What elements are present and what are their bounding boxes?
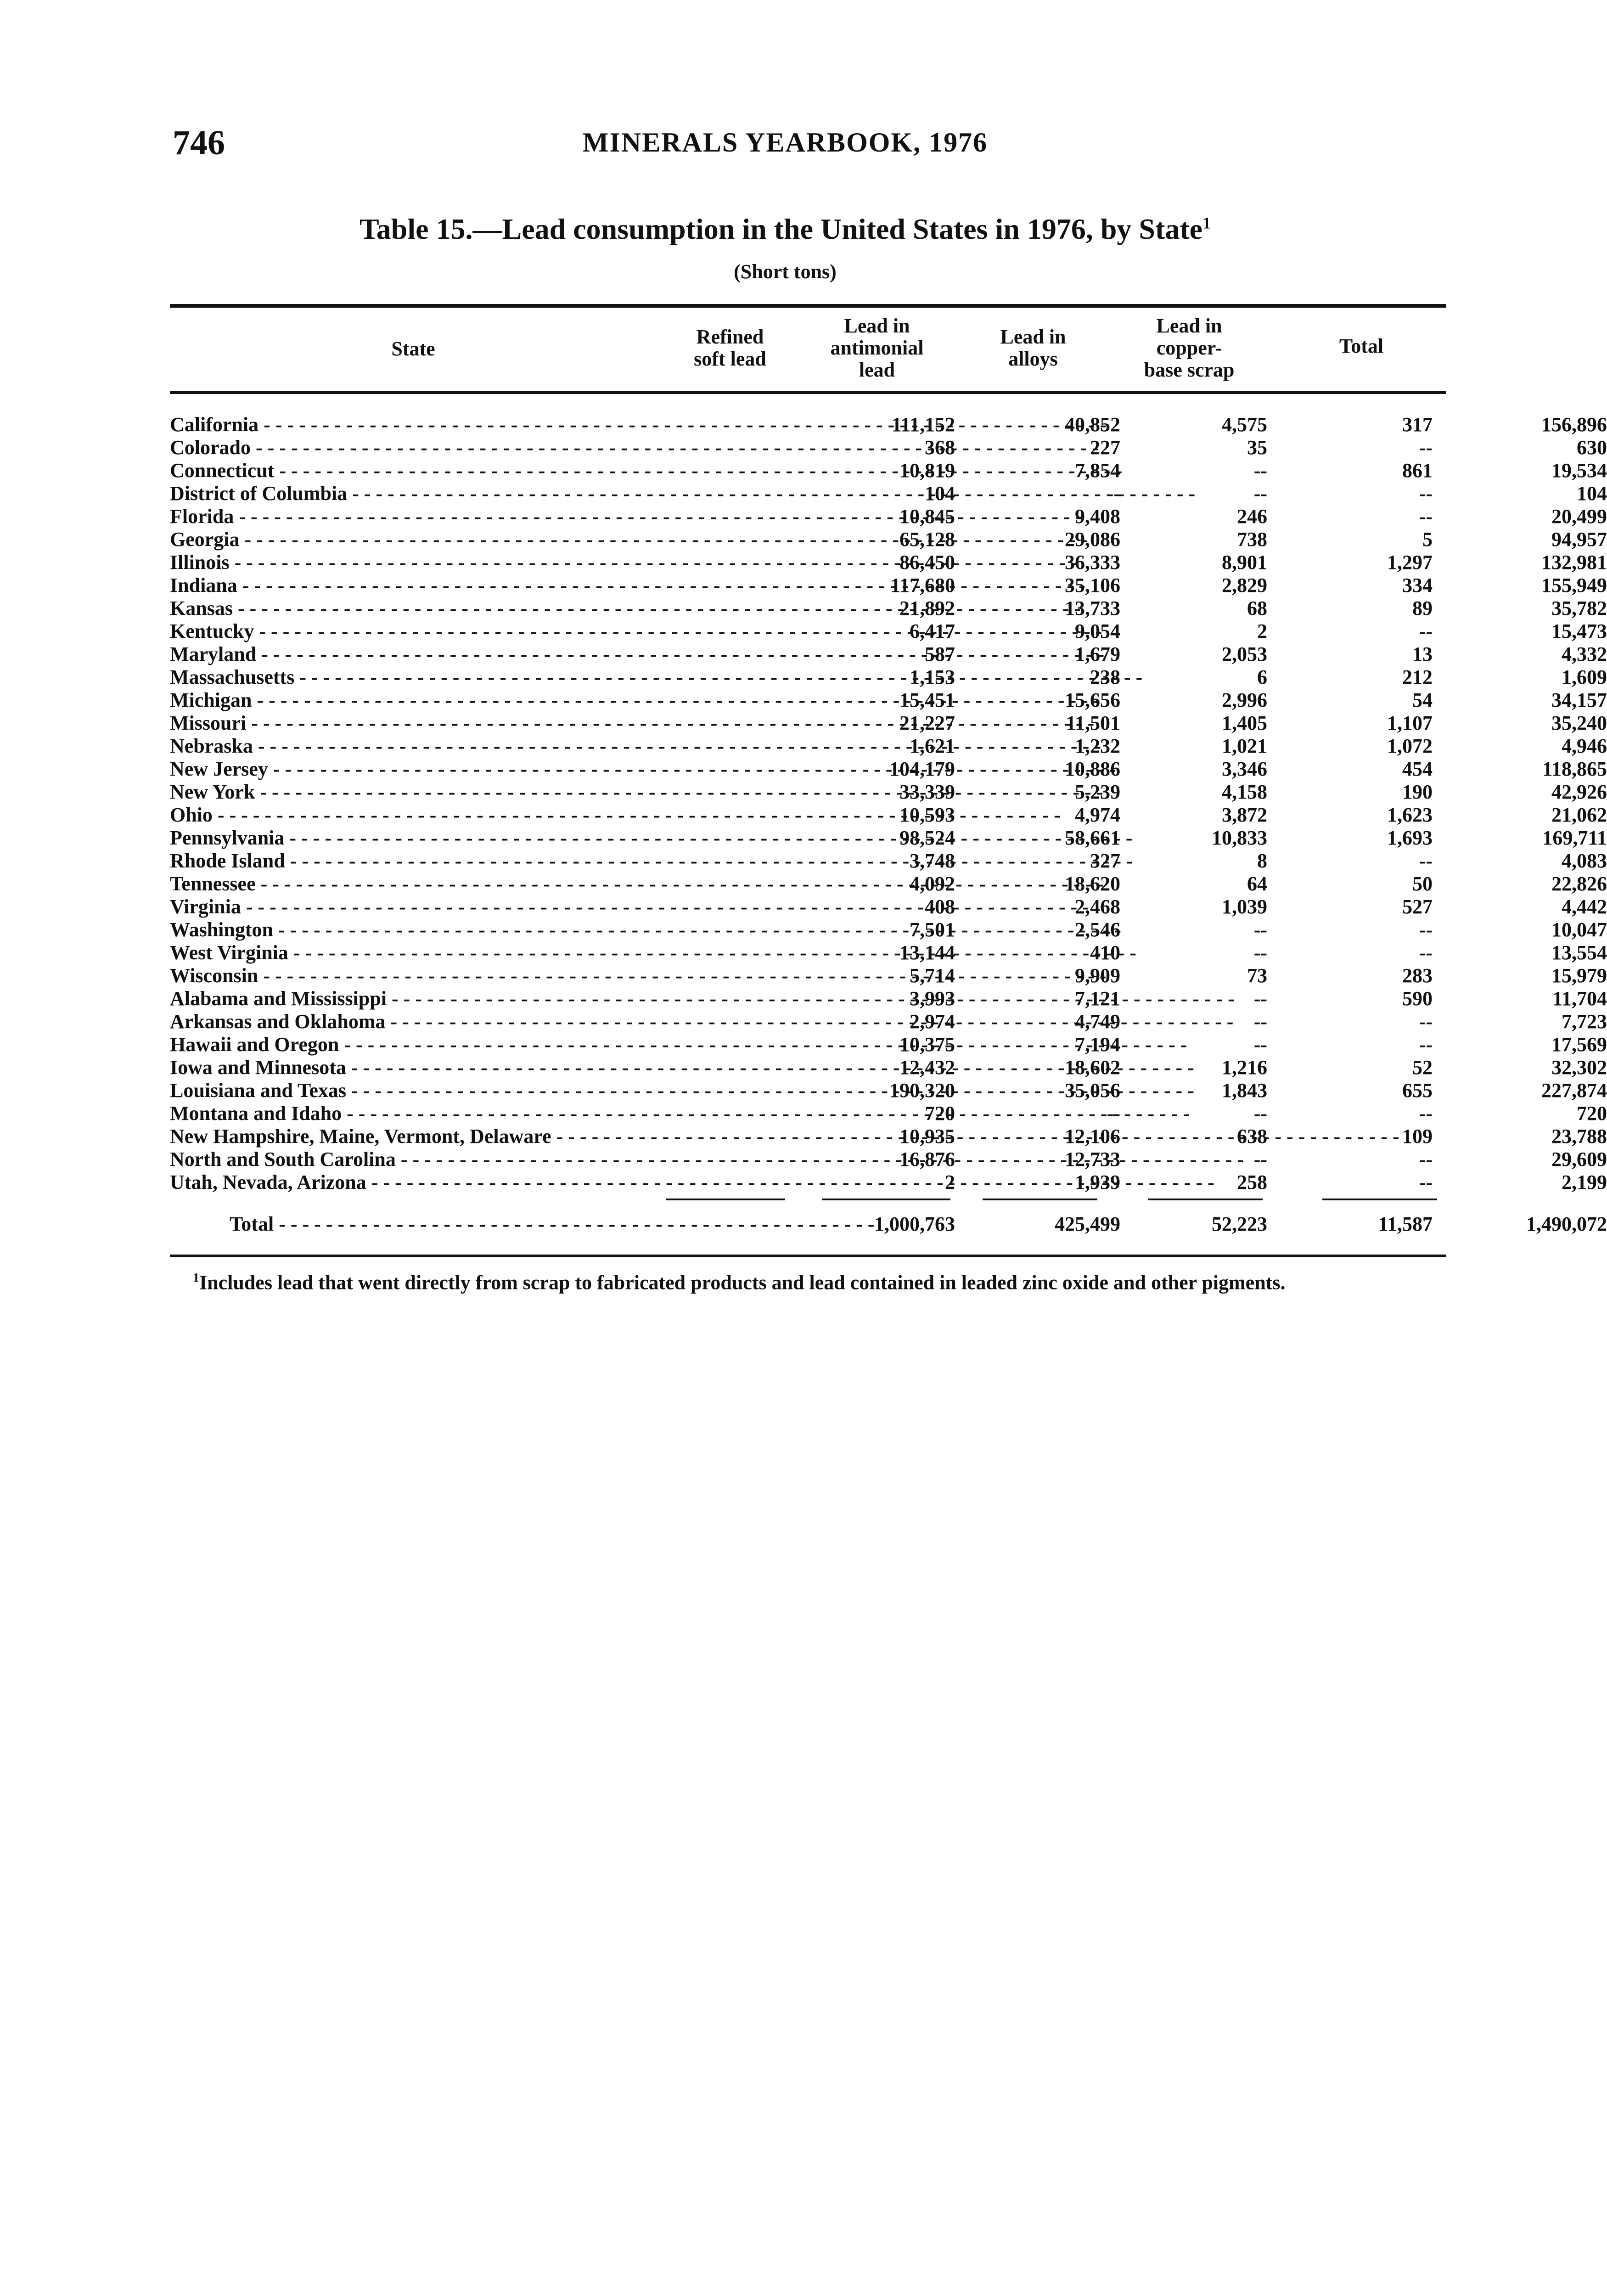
- cell-refined: 98,524: [899, 827, 955, 849]
- table-row: [170, 758, 1607, 781]
- cell-total: 23,788: [1551, 1125, 1607, 1148]
- cell-scrap: --: [1419, 918, 1433, 941]
- cell-state: Michigan - - -: [170, 689, 647, 712]
- cell-alloys: 35: [1247, 436, 1267, 459]
- cell-state: California - - -: [170, 413, 647, 436]
- cell-alloys: 1,039: [1222, 895, 1267, 918]
- cell-total: 17,569: [1551, 1033, 1607, 1056]
- cell-alloys: 8: [1257, 850, 1267, 872]
- cell-alloys: --: [1253, 1102, 1267, 1125]
- cell-alloys: 64: [1247, 872, 1267, 895]
- cell-refined: 21,892: [899, 597, 955, 619]
- cell-total: 21,062: [1551, 804, 1607, 826]
- table-title-footnote-mark: 1: [1202, 214, 1211, 232]
- subtotal-rule-refined: [666, 1199, 785, 1200]
- cell-state: Utah, Nevada, Arizona - - -: [170, 1171, 647, 1194]
- cell-scrap: 54: [1412, 689, 1433, 711]
- cell-total: 227,874: [1541, 1079, 1607, 1102]
- cell-total: 22,826: [1551, 872, 1607, 895]
- cell-antimonial: 35,056: [1065, 1079, 1120, 1102]
- cell-antimonial: 1,232: [1075, 735, 1120, 757]
- cell-total: 19,534: [1551, 459, 1607, 482]
- cell-state: Connecticut - - -: [170, 459, 647, 482]
- header-state: State: [391, 338, 435, 360]
- cell-total: 132,981: [1541, 551, 1607, 574]
- table-body: [170, 413, 1607, 1194]
- cell-alloys: --: [1253, 1148, 1267, 1171]
- cell-antimonial: 7,194: [1075, 1033, 1120, 1056]
- cell-state: Washington - - -: [170, 918, 647, 941]
- cell-refined: 3,748: [910, 850, 955, 872]
- cell-scrap: 1,297: [1387, 551, 1433, 574]
- cell-state: Nebraska - - -: [170, 735, 647, 758]
- page-number: 746: [173, 124, 225, 162]
- cell-refined: 21,227: [899, 712, 955, 734]
- cell-antimonial: 9,909: [1075, 964, 1120, 987]
- cell-antimonial: 12,733: [1065, 1148, 1120, 1171]
- cell-total: 720: [1577, 1102, 1607, 1125]
- table-row: [170, 551, 1607, 574]
- cell-alloys: --: [1253, 918, 1267, 941]
- cell-total: 4,442: [1562, 895, 1607, 918]
- cell-alloys: --: [1253, 482, 1267, 505]
- cell-scrap: 89: [1412, 597, 1433, 619]
- header-lead-in-antimonial-lead: [808, 315, 946, 381]
- subtotal-rule-alloys: [983, 1199, 1097, 1200]
- cell-scrap: --: [1419, 941, 1433, 964]
- table-row: [170, 804, 1607, 827]
- header-total: Total: [1339, 335, 1384, 357]
- cell-scrap: 1,107: [1387, 712, 1433, 734]
- cell-refined: 10,593: [899, 804, 955, 826]
- cell-state: Georgia - - -: [170, 528, 647, 551]
- cell-antimonial: 15,656: [1065, 689, 1120, 711]
- cell-state: Florida - - -: [170, 505, 647, 528]
- cell-total: 630: [1577, 436, 1607, 459]
- subtotal-rule-total: [1322, 1199, 1437, 1200]
- cell-total: 155,949: [1541, 574, 1607, 597]
- cell-scrap: 655: [1402, 1079, 1433, 1102]
- cell-scrap: 861: [1402, 459, 1433, 482]
- total-row: [170, 1210, 1607, 1238]
- total-antimonial: 425,499: [1055, 1213, 1120, 1235]
- cell-antimonial: 18,602: [1065, 1056, 1120, 1079]
- cell-scrap: 52: [1412, 1056, 1433, 1079]
- cell-alloys: 4,158: [1222, 781, 1267, 803]
- table-row: [170, 620, 1607, 643]
- table-row: [170, 413, 1607, 436]
- header-lead-in-alloys: [969, 326, 1097, 370]
- cell-refined: 408: [925, 895, 955, 918]
- cell-total: 4,946: [1562, 735, 1607, 757]
- cell-alloys: 1,843: [1222, 1079, 1267, 1102]
- cell-alloys: --: [1253, 987, 1267, 1010]
- cell-scrap: 283: [1402, 964, 1433, 987]
- cell-scrap: 1,072: [1387, 735, 1433, 757]
- cell-alloys: --: [1253, 459, 1267, 482]
- cell-scrap: 13: [1412, 643, 1433, 665]
- cell-state: Alabama and Mississippi - - -: [170, 987, 647, 1010]
- cell-refined: 5,714: [910, 964, 955, 987]
- header-scrap-line2: copper-: [1156, 337, 1222, 359]
- cell-total: 118,865: [1542, 758, 1607, 780]
- cell-antimonial: 9,054: [1075, 620, 1120, 642]
- cell-refined: 86,450: [899, 551, 955, 574]
- header-refined-line1: Refined: [696, 326, 764, 348]
- cell-state: Indiana - - -: [170, 574, 647, 597]
- table-title: [0, 212, 1570, 246]
- cell-state: New Hampshire, Maine, Vermont, Delaware - - -: [170, 1125, 647, 1148]
- cell-antimonial: 36,333: [1065, 551, 1120, 574]
- cell-alloys: 258: [1237, 1171, 1267, 1193]
- cell-state: Kansas - - -: [170, 597, 647, 620]
- cell-alloys: 6: [1257, 666, 1267, 688]
- cell-state: Rhode Island - - -: [170, 850, 647, 872]
- subtotal-rule-antimonial: [822, 1199, 950, 1200]
- cell-antimonial: 5,239: [1075, 781, 1120, 803]
- cell-state: Massachusetts - - -: [170, 666, 647, 689]
- cell-refined: 10,375: [899, 1033, 955, 1056]
- cell-antimonial: 238: [1090, 666, 1120, 688]
- cell-refined: 10,845: [899, 505, 955, 528]
- cell-alloys: 638: [1237, 1125, 1267, 1148]
- cell-alloys: 2,829: [1222, 574, 1267, 597]
- cell-state: Tennessee - - -: [170, 872, 647, 895]
- cell-scrap: --: [1419, 1148, 1433, 1171]
- table-row: [170, 1033, 1607, 1056]
- cell-antimonial: 410: [1090, 941, 1120, 964]
- cell-antimonial: 18,620: [1065, 872, 1120, 895]
- table-units: (Short tons): [734, 260, 837, 283]
- cell-scrap: --: [1419, 850, 1433, 872]
- cell-antimonial: 9,408: [1075, 505, 1120, 528]
- table-row: [170, 781, 1607, 804]
- cell-refined: 2: [945, 1171, 955, 1193]
- cell-refined: 104,179: [889, 758, 955, 780]
- cell-alloys: 3,346: [1222, 758, 1267, 780]
- cell-state: Virginia - - -: [170, 895, 647, 918]
- cell-antimonial: 58,661: [1065, 827, 1120, 849]
- cell-antimonial: 7,854: [1075, 459, 1120, 482]
- cell-antimonial: 1,679: [1075, 643, 1120, 665]
- table-header-rule: [170, 391, 1446, 394]
- cell-scrap: --: [1419, 1010, 1433, 1033]
- header-scrap-line3: base scrap: [1144, 359, 1235, 381]
- cell-antimonial: 2,546: [1075, 918, 1120, 941]
- cell-alloys: 2: [1257, 620, 1267, 642]
- table-row: [170, 712, 1607, 735]
- cell-total: 35,240: [1551, 712, 1607, 734]
- cell-scrap: 334: [1402, 574, 1433, 597]
- cell-scrap: --: [1419, 505, 1433, 528]
- cell-scrap: --: [1419, 1033, 1433, 1056]
- total-refined: 1,000,763: [874, 1213, 955, 1235]
- cell-refined: 1,621: [910, 735, 955, 757]
- cell-state: New Jersey - - -: [170, 758, 647, 781]
- cell-scrap: 5: [1422, 528, 1433, 551]
- cell-scrap: 109: [1402, 1125, 1433, 1148]
- cell-state: Hawaii and Oregon - - -: [170, 1033, 647, 1056]
- cell-antimonial: 13,733: [1065, 597, 1120, 619]
- cell-state: North and South Carolina - - -: [170, 1148, 647, 1171]
- cell-alloys: 68: [1247, 597, 1267, 619]
- cell-antimonial: --: [1107, 1102, 1120, 1125]
- cell-total: 156,896: [1541, 413, 1607, 436]
- cell-state: Ohio - - -: [170, 804, 647, 827]
- cell-scrap: 1,693: [1387, 827, 1433, 849]
- cell-alloys: 73: [1247, 964, 1267, 987]
- cell-total: 15,473: [1551, 620, 1607, 642]
- cell-total: 10,047: [1551, 918, 1607, 941]
- table-row: [170, 666, 1607, 689]
- header-lead-in-copper-base-scrap: [1116, 315, 1263, 381]
- cell-scrap: 590: [1402, 987, 1433, 1010]
- table-row: [170, 827, 1607, 850]
- cell-alloys: 2,053: [1222, 643, 1267, 665]
- cell-antimonial: 40,852: [1065, 413, 1120, 436]
- cell-total: 4,083: [1562, 850, 1607, 872]
- table-row: [170, 1056, 1607, 1079]
- cell-state: Illinois - - -: [170, 551, 647, 574]
- header-antimonial-line2: antimonial: [830, 337, 924, 359]
- cell-total: 4,332: [1562, 643, 1607, 665]
- cell-state: Pennsylvania - - -: [170, 827, 647, 850]
- table-row: [170, 1010, 1607, 1033]
- cell-total: 35,782: [1551, 597, 1607, 619]
- cell-scrap: 50: [1412, 872, 1433, 895]
- cell-refined: 7,501: [910, 918, 955, 941]
- cell-total: 2,199: [1562, 1171, 1607, 1193]
- cell-state: District of Columbia - - -: [170, 482, 647, 505]
- table-title-text: Table 15.—Lead consumption in the United States in 1976, by State: [359, 213, 1203, 245]
- cell-scrap: 527: [1402, 895, 1433, 918]
- cell-total: 169,711: [1542, 827, 1607, 849]
- table-row: [170, 918, 1607, 941]
- cell-total: 94,957: [1551, 528, 1607, 551]
- running-head: MINERALS YEARBOOK, 1976: [582, 127, 988, 158]
- cell-refined: 368: [925, 436, 955, 459]
- table-row: [170, 987, 1607, 1010]
- header-scrap-line1: Lead in: [1156, 315, 1222, 337]
- cell-refined: 16,876: [899, 1148, 955, 1171]
- cell-refined: 10,935: [899, 1125, 955, 1148]
- cell-scrap: 1,623: [1387, 804, 1433, 826]
- cell-refined: 1,153: [910, 666, 955, 688]
- footnote-mark: 1: [193, 1271, 199, 1285]
- cell-refined: 587: [925, 643, 955, 665]
- cell-antimonial: 35,106: [1065, 574, 1120, 597]
- header-refined-line2: soft lead: [694, 348, 766, 370]
- cell-state: Kentucky - - -: [170, 620, 647, 643]
- cell-alloys: 2,996: [1222, 689, 1267, 711]
- cell-antimonial: 7,121: [1075, 987, 1120, 1010]
- cell-total: 20,499: [1551, 505, 1607, 528]
- cell-state: Arkansas and Oklahoma - - -: [170, 1010, 647, 1033]
- total-scrap: 11,587: [1378, 1213, 1433, 1235]
- cell-scrap: --: [1419, 436, 1433, 459]
- cell-total: 15,979: [1551, 964, 1607, 987]
- header-alloys-line1: Lead in: [1000, 326, 1066, 348]
- cell-total: 32,302: [1551, 1056, 1607, 1079]
- cell-total: 104: [1577, 482, 1607, 505]
- table-row: [170, 1171, 1607, 1194]
- total-total: 1,490,072: [1526, 1213, 1607, 1235]
- cell-alloys: 1,405: [1222, 712, 1267, 734]
- cell-alloys: 10,833: [1212, 827, 1267, 849]
- cell-antimonial: --: [1107, 482, 1120, 505]
- cell-refined: 6,417: [910, 620, 955, 642]
- cell-refined: 3,993: [910, 987, 955, 1010]
- cell-alloys: 1,216: [1222, 1056, 1267, 1079]
- cell-refined: 33,339: [899, 781, 955, 803]
- table-bottom-rule: [170, 1255, 1446, 1257]
- cell-antimonial: 327: [1090, 850, 1120, 872]
- cell-alloys: --: [1253, 1033, 1267, 1056]
- cell-alloys: 4,575: [1222, 413, 1267, 436]
- cell-refined: 13,144: [899, 941, 955, 964]
- cell-scrap: 317: [1402, 413, 1433, 436]
- total-label: Total - - -: [230, 1210, 647, 1238]
- cell-scrap: 212: [1402, 666, 1433, 688]
- cell-total: 42,926: [1551, 781, 1607, 803]
- table-row: [170, 459, 1607, 482]
- cell-refined: 720: [925, 1102, 955, 1125]
- table-row: [170, 735, 1607, 758]
- cell-scrap: --: [1419, 482, 1433, 505]
- table-row: [170, 1148, 1607, 1171]
- cell-state: New York - - -: [170, 781, 647, 804]
- table-row: [170, 941, 1607, 964]
- cell-refined: 10,819: [899, 459, 955, 482]
- cell-state: Iowa and Minnesota - - -: [170, 1056, 647, 1079]
- cell-antimonial: 4,974: [1075, 804, 1120, 826]
- header-alloys-line2: alloys: [1008, 348, 1058, 370]
- cell-state: Maryland - - -: [170, 643, 647, 666]
- table-row: [170, 597, 1607, 620]
- cell-antimonial: 12,106: [1065, 1125, 1120, 1148]
- cell-state: Missouri - - -: [170, 712, 647, 735]
- cell-refined: 104: [925, 482, 955, 505]
- table-row: [170, 1125, 1607, 1148]
- table-top-rule: [170, 304, 1446, 308]
- cell-refined: 111,152: [891, 413, 955, 436]
- cell-refined: 117,680: [890, 574, 955, 597]
- table-row: [170, 482, 1607, 505]
- cell-total: 29,609: [1551, 1148, 1607, 1171]
- header-antimonial-line3: lead: [859, 359, 895, 381]
- cell-alloys: --: [1253, 941, 1267, 964]
- table-row: [170, 964, 1607, 987]
- cell-total: 7,723: [1562, 1010, 1607, 1033]
- cell-state: Wisconsin - - -: [170, 964, 647, 987]
- table-row: [170, 850, 1607, 872]
- cell-state: Montana and Idaho - - -: [170, 1102, 647, 1125]
- cell-state: West Virginia - - -: [170, 941, 647, 964]
- total-alloys: 52,223: [1212, 1213, 1267, 1235]
- table-row: [170, 643, 1607, 666]
- header-antimonial-line1: Lead in: [844, 315, 910, 337]
- table-row: [170, 895, 1607, 918]
- cell-scrap: --: [1419, 1102, 1433, 1125]
- table-row: [170, 1079, 1607, 1102]
- cell-total: 34,157: [1551, 689, 1607, 711]
- cell-scrap: --: [1419, 1171, 1433, 1193]
- cell-antimonial: 227: [1090, 436, 1120, 459]
- cell-alloys: 738: [1237, 528, 1267, 551]
- cell-refined: 15,451: [899, 689, 955, 711]
- cell-alloys: --: [1253, 1010, 1267, 1033]
- cell-antimonial: 1,939: [1075, 1171, 1120, 1193]
- cell-alloys: 3,872: [1222, 804, 1267, 826]
- cell-alloys: 8,901: [1222, 551, 1267, 574]
- cell-antimonial: 2,468: [1075, 895, 1120, 918]
- cell-total: 11,704: [1552, 987, 1607, 1010]
- cell-state: Louisiana and Texas - - -: [170, 1079, 647, 1102]
- header-refined-soft-lead: [666, 326, 794, 370]
- table-row: [170, 872, 1607, 895]
- table-row: [170, 689, 1607, 712]
- cell-refined: 4,092: [910, 872, 955, 895]
- cell-antimonial: 4,749: [1075, 1010, 1120, 1033]
- cell-state: Colorado - - -: [170, 436, 647, 459]
- cell-total: 13,554: [1551, 941, 1607, 964]
- table-row: [170, 436, 1607, 459]
- table-row: [170, 1102, 1607, 1125]
- cell-refined: 190,320: [889, 1079, 955, 1102]
- cell-alloys: 246: [1237, 505, 1267, 528]
- cell-scrap: --: [1419, 620, 1433, 642]
- cell-antimonial: 10,886: [1065, 758, 1120, 780]
- cell-total: 1,609: [1562, 666, 1607, 688]
- footnote: [170, 1266, 1446, 1296]
- cell-refined: 2,974: [910, 1010, 955, 1033]
- cell-antimonial: 29,086: [1065, 528, 1120, 551]
- table-row: [170, 574, 1607, 597]
- table-row: [170, 505, 1607, 528]
- table-row: [170, 528, 1607, 551]
- cell-alloys: 1,021: [1222, 735, 1267, 757]
- footnote-text: Includes lead that went directly from scrap to fabricated products and lead contained in leaded zinc oxide and other pigments.: [199, 1271, 1286, 1294]
- cell-scrap: 190: [1402, 781, 1433, 803]
- subtotal-rule-scrap: [1148, 1199, 1263, 1200]
- cell-refined: 12,432: [899, 1056, 955, 1079]
- cell-antimonial: 11,501: [1066, 712, 1120, 734]
- cell-refined: 65,128: [899, 528, 955, 551]
- cell-scrap: 454: [1402, 758, 1433, 780]
